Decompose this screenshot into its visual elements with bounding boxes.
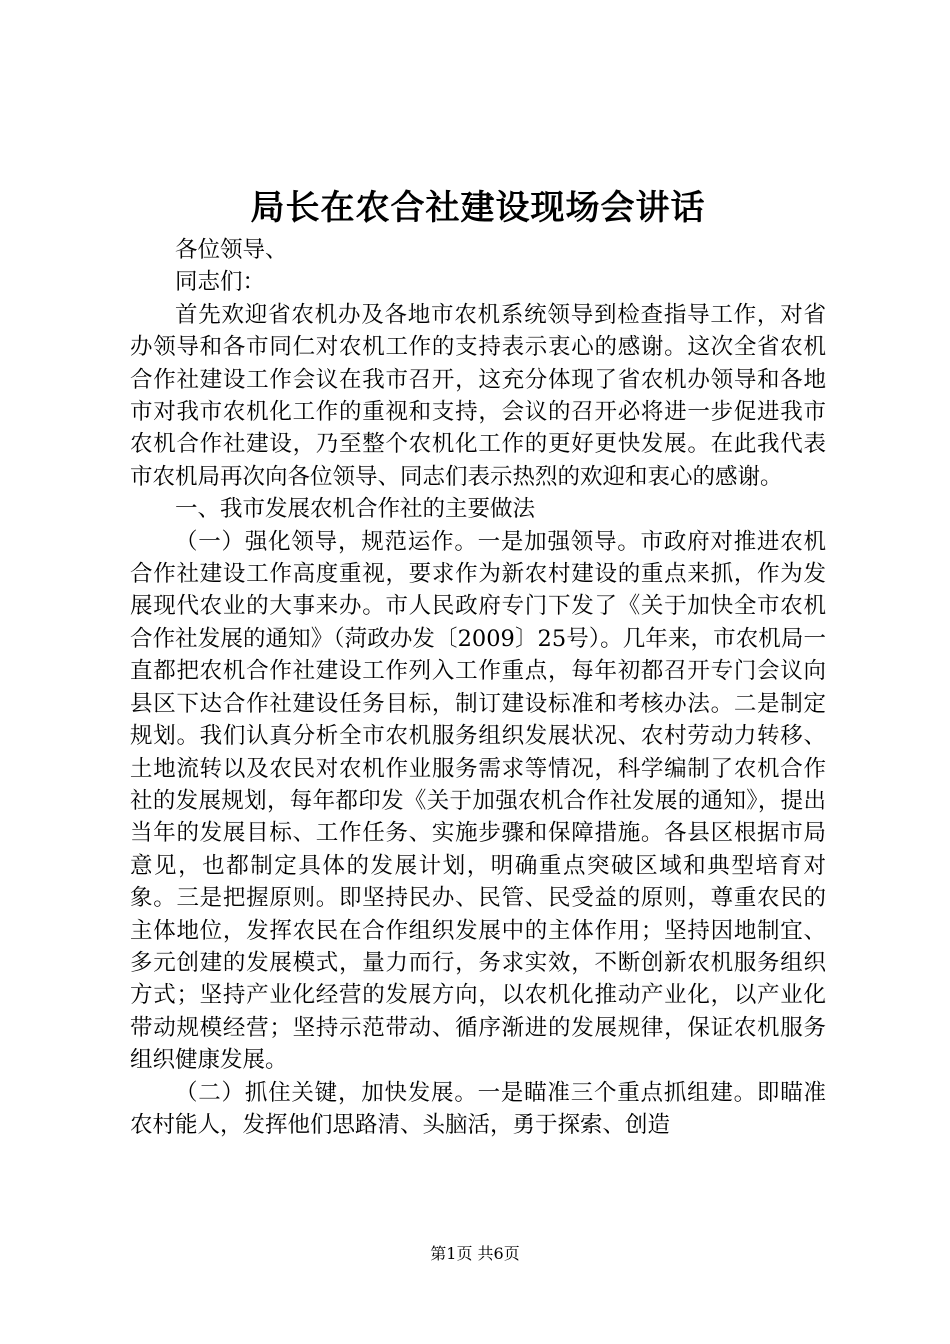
section-heading-main-practices: 一、我市发展农机合作社的主要做法	[175, 496, 536, 523]
salutation-comrades: 同志们：	[175, 269, 266, 296]
page-footer	[0, 1243, 950, 1265]
paragraph-strengthen-leadership: （一）强化领导，规范运作。一是加强领导。市政府对推进农机合作社建设工作高度重视，要求作为新农村建设的重点来抓，作为发展现代农业的大事来办。市人民政府专门下发了《关于加快全市农机合作社发展的通知》（菏政办发〔2009〕25号）。几年来，市农机局一直都把农机合作社建设工作列入工作重点，每年初都召开专门会议向县区下达合作社建设任务目标，制订建设标准和考核办法。二是制定规划。我们认真分析全市农机服务组织发展状况、农村劳动力转移、土地流转以及农民对农机作业服务需求等情况，科学编制了农机合作社的发展规划，每年都印发《关于加强农机合作社发展的通知》，提出当年的发展目标、工作任务、实施步骤和保障措施。各县区根据市局意见，也都制定具体的发展计划，明确重点突破区域和典型培育对象。三是把握原则。即坚持民办、民管、民受益的原则，尊重农民的主体地位，发挥农民在合作组织发展中的主体作用；坚持因地制宜、多元创建的发展模式，量力而行，务求实效，不断创新农机服务组织方式；坚持产业化经营的发展方向，以农机化推动产业化，以产业化带动规模经营；坚持示范带动、循序渐进的发展规律，保证农机服务组织健康发展。	[130, 528, 826, 1074]
salutation-leaders: 各位领导、	[175, 237, 288, 263]
document-body	[130, 234, 826, 1141]
paragraph-welcome: 首先欢迎省农机办及各地市农机系统领导到检查指导工作，对省办领导和各市同仁对农机工作的支持表示衷心的感谢。这次全省农机合作社建设工作会议在我市召开，这充分体现了省农机办领导和各地市对我市农机化工作的重视和支持，会议的召开必将进一步促进我市农机合作社建设，乃至整个农机化工作的更好更快发展。在此我代表市农机局再次向各位领导、同志们表示热烈的欢迎和衷心的感谢。	[130, 301, 826, 490]
paragraph-grasp-key-points: （二）抓住关键，加快发展。一是瞄准三个重点抓组建。即瞄准农村能人，发挥他们思路清、头脑活，勇于探索、创造	[130, 1079, 826, 1138]
page-number: 第1页 共6页	[430, 1244, 520, 1263]
document-title: 局长在农合社建设现场会讲话	[250, 188, 706, 228]
